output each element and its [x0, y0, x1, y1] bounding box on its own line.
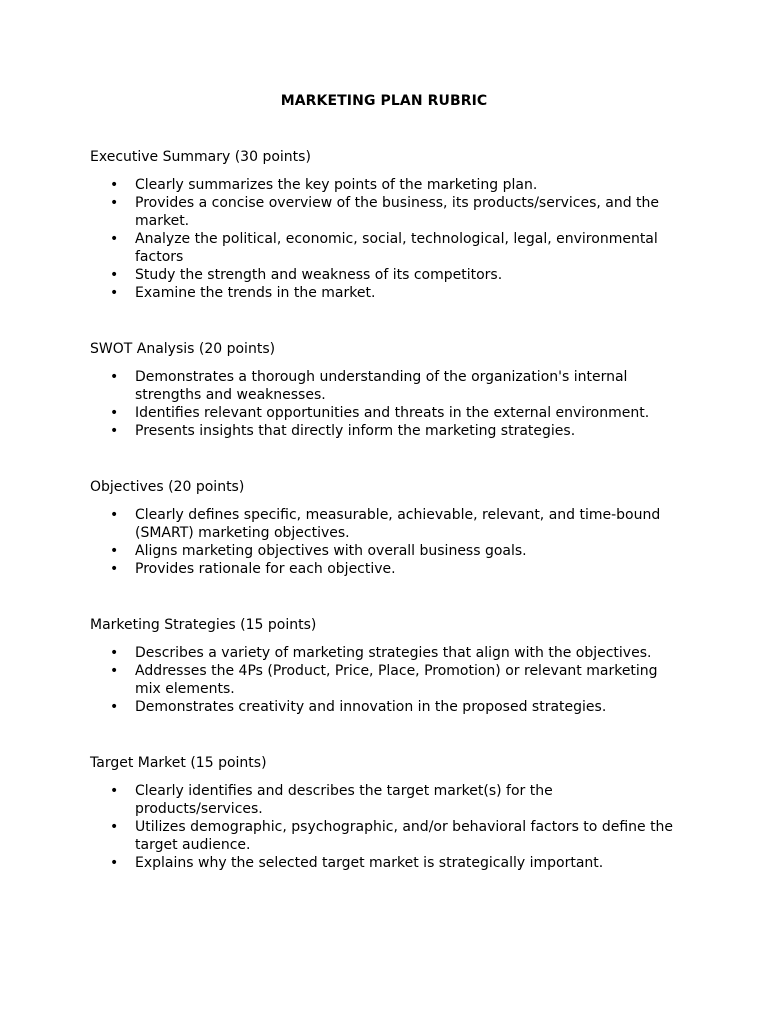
- section-swot-analysis: [90, 340, 680, 440]
- bullet-icon: •: [110, 231, 119, 247]
- bullet-icon: •: [110, 423, 119, 439]
- bullet-icon: •: [110, 177, 119, 193]
- list-item-text: Demonstrates a thorough understanding of the organization's internal strengths and weaknesses.: [135, 369, 628, 403]
- section-heading: SWOT Analysis (20 points): [90, 341, 276, 357]
- list-item: [90, 782, 680, 818]
- bullet-icon: •: [110, 819, 119, 835]
- section-executive-summary: [90, 148, 680, 302]
- bullet-icon: •: [110, 507, 119, 523]
- bullet-icon: •: [110, 699, 119, 715]
- list-item-text: Provides a concise overview of the business, its products/services, and the market.: [135, 195, 660, 229]
- bullet-list: [90, 782, 680, 872]
- list-item: [90, 644, 680, 662]
- list-item-text: Addresses the 4Ps (Product, Price, Place, Promotion) or relevant marketing mix elements.: [135, 663, 658, 697]
- bullet-icon: •: [110, 267, 119, 283]
- list-item: [90, 230, 680, 266]
- section-objectives: [90, 478, 680, 578]
- bullet-icon: •: [110, 783, 119, 799]
- list-item: [90, 284, 680, 302]
- list-item: [90, 818, 680, 854]
- bullet-icon: •: [110, 285, 119, 301]
- list-item-text: Clearly identifies and describes the target market(s) for the products/services.: [135, 783, 553, 817]
- list-item-text: Explains why the selected target market is strategically important.: [135, 855, 604, 871]
- list-item-text: Examine the trends in the market.: [135, 285, 376, 301]
- bullet-list: [90, 506, 680, 578]
- bullet-list: [90, 176, 680, 302]
- bullet-icon: •: [110, 645, 119, 661]
- list-item-text: Clearly defines specific, measurable, achievable, relevant, and time-bound (SMART) marketing objectives.: [135, 507, 661, 541]
- list-item-text: Clearly summarizes the key points of the marketing plan.: [135, 177, 538, 193]
- list-item-text: Provides rationale for each objective.: [135, 561, 396, 577]
- list-item: [90, 506, 680, 542]
- section-heading: Objectives (20 points): [90, 479, 245, 495]
- bullet-list: [90, 368, 680, 440]
- list-item: [90, 698, 680, 716]
- section-target-market: [90, 754, 680, 872]
- list-item: [90, 266, 680, 284]
- list-item: [90, 404, 680, 422]
- bullet-icon: •: [110, 561, 119, 577]
- section-heading: Target Market (15 points): [90, 755, 267, 771]
- list-item: [90, 542, 680, 560]
- bullet-icon: •: [110, 855, 119, 871]
- list-item-text: Study the strength and weakness of its competitors.: [135, 267, 503, 283]
- bullet-icon: •: [110, 369, 119, 385]
- list-item-text: Analyze the political, economic, social, technological, legal, environmental factors: [135, 231, 658, 265]
- list-item: [90, 176, 680, 194]
- bullet-icon: •: [110, 405, 119, 421]
- bullet-list: [90, 644, 680, 716]
- bullet-icon: •: [110, 663, 119, 679]
- list-item: [90, 422, 680, 440]
- list-item: [90, 194, 680, 230]
- list-item: [90, 368, 680, 404]
- list-item: [90, 854, 680, 872]
- list-item: [90, 662, 680, 698]
- document-title: MARKETING PLAN RUBRIC: [280, 93, 488, 109]
- bullet-icon: •: [110, 195, 119, 211]
- section-heading: Executive Summary (30 points): [90, 149, 311, 165]
- list-item-text: Demonstrates creativity and innovation in the proposed strategies.: [135, 699, 607, 715]
- list-item-text: Describes a variety of marketing strategies that align with the objectives.: [135, 645, 652, 661]
- list-item-text: Identifies relevant opportunities and threats in the external environment.: [135, 405, 650, 421]
- section-heading: Marketing Strategies (15 points): [90, 617, 317, 633]
- section-marketing-strategies: [90, 616, 680, 716]
- bullet-icon: •: [110, 543, 119, 559]
- list-item: [90, 560, 680, 578]
- list-item-text: Presents insights that directly inform the marketing strategies.: [135, 423, 576, 439]
- list-item-text: Utilizes demographic, psychographic, and/or behavioral factors to define the target audience.: [135, 819, 674, 853]
- list-item-text: Aligns marketing objectives with overall business goals.: [135, 543, 527, 559]
